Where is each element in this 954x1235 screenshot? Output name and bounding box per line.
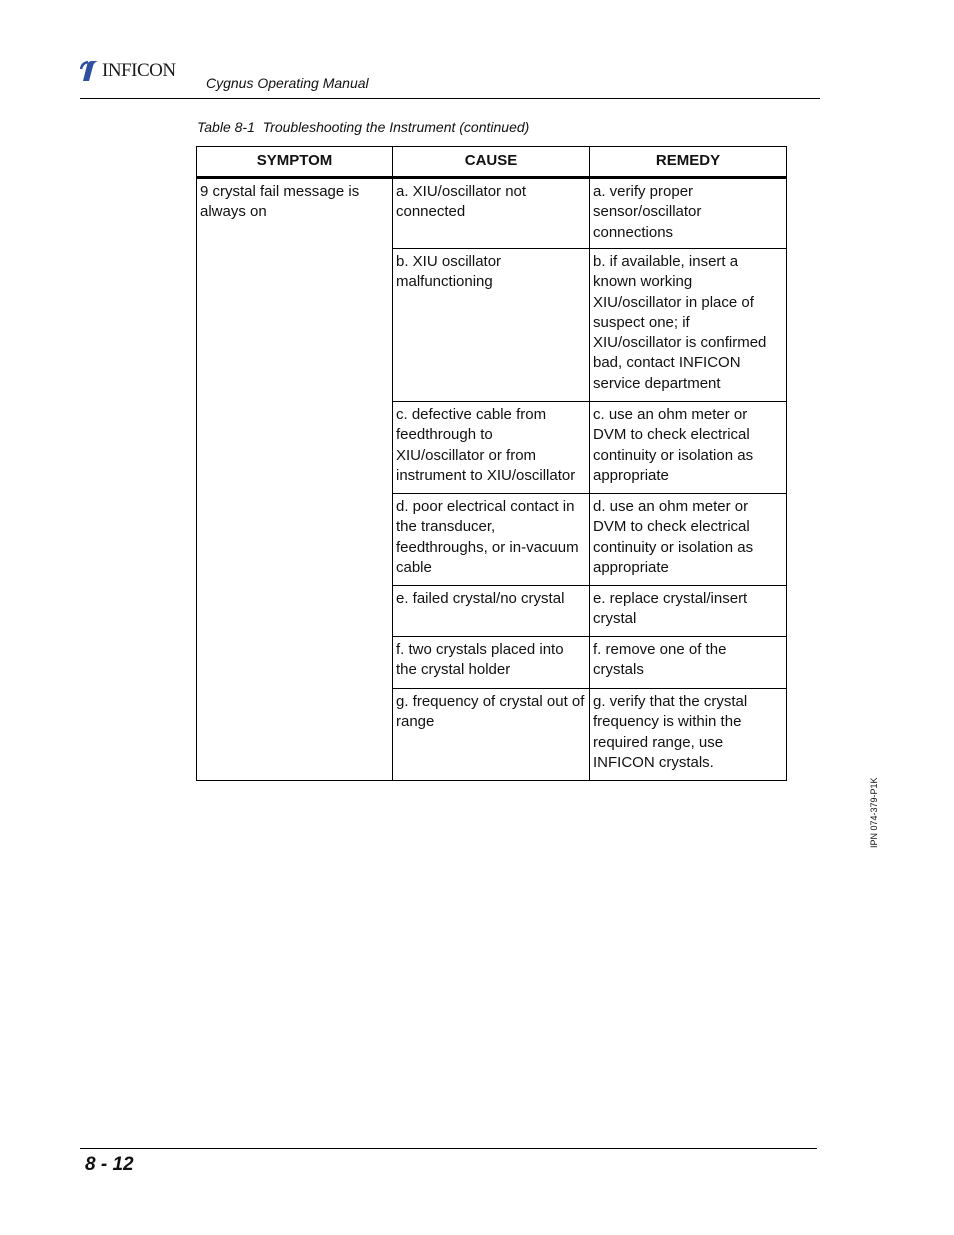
table-header-row xyxy=(197,147,787,178)
inficon-mark-icon xyxy=(80,59,100,83)
cause-cell: g. frequency of crystal out of range xyxy=(393,689,590,781)
troubleshooting-table xyxy=(196,146,787,781)
header-remedy: REMEDY xyxy=(590,147,787,178)
remedy-cell: f. remove one of the crystals xyxy=(590,637,787,689)
logo-wordmark: INFICON xyxy=(102,60,176,81)
cause-cell: a. XIU/oscillator not connected xyxy=(393,178,590,249)
table-caption: Table 8-1 Troubleshooting the Instrument (continued) xyxy=(197,119,530,135)
cause-cell: e. failed crystal/no crystal xyxy=(393,586,590,637)
footer-divider xyxy=(80,1148,817,1149)
ipn-label: IPN 074-379-P1K xyxy=(869,777,879,848)
header-divider xyxy=(80,98,820,99)
remedy-cell: c. use an ohm meter or DVM to check electrical continuity or isolation as appropriate xyxy=(590,402,787,494)
header-cause: CAUSE xyxy=(393,147,590,178)
header-symptom: SYMPTOM xyxy=(197,147,393,178)
cause-cell: d. poor electrical contact in the transducer, feedthroughs, or in-vacuum cable xyxy=(393,494,590,586)
remedy-cell: g. verify that the crystal frequency is within the required range, use INFICON crystals. xyxy=(590,689,787,781)
cause-cell: b. XIU oscillator malfunctioning xyxy=(393,249,590,402)
manual-title: Cygnus Operating Manual xyxy=(206,75,369,91)
cause-cell: c. defective cable from feedthrough to XIU/oscillator or from instrument to XIU/oscillator xyxy=(393,402,590,494)
page-number: 8 - 12 xyxy=(85,1154,134,1175)
remedy-cell: e. replace crystal/insert crystal xyxy=(590,586,787,637)
cause-cell: f. two crystals placed into the crystal holder xyxy=(393,637,590,689)
table-row xyxy=(197,178,787,249)
inficon-logo xyxy=(80,58,176,84)
symptom-cell: 9 crystal fail message is always on xyxy=(197,178,393,781)
remedy-cell: a. verify proper sensor/oscillator connections xyxy=(590,178,787,249)
remedy-cell: b. if available, insert a known working XIU/oscillator in place of suspect one; if XIU/oscillator is confirmed bad, contact INFICON service department xyxy=(590,249,787,402)
remedy-cell: d. use an ohm meter or DVM to check electrical continuity or isolation as appropriate xyxy=(590,494,787,586)
